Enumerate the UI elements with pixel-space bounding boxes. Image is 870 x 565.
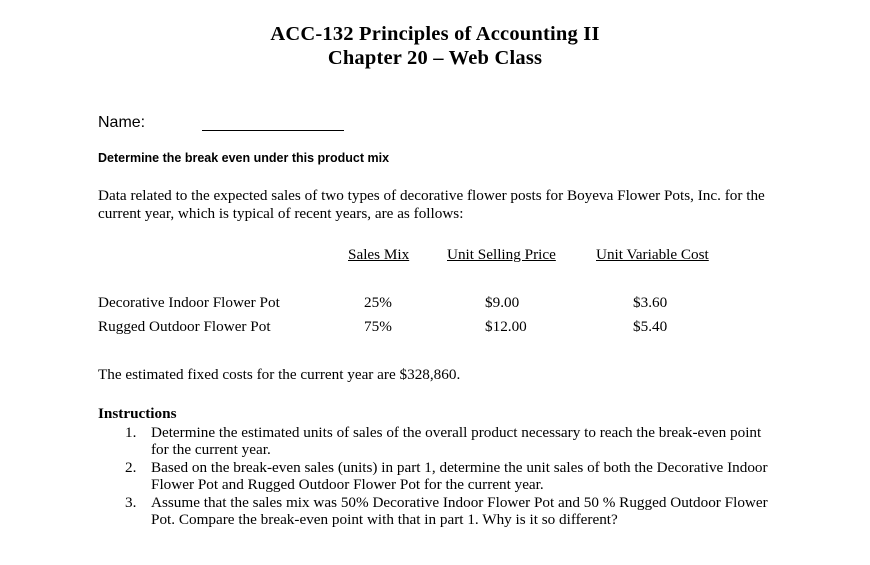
section-heading: Determine the break even under this product mix	[98, 151, 390, 165]
list-item-text: Based on the break-even sales (units) in part 1, determine the unit sales of both the Decorative Indoor Flower Pot and Rugged Outdoor Flower Pot for the current year.	[151, 458, 768, 494]
sales-mix-indoor: 25%	[364, 294, 392, 311]
column-header-unit-variable-cost: Unit Variable Cost	[596, 246, 709, 263]
list-item	[98, 459, 778, 494]
list-item-number: 2.	[125, 458, 137, 476]
product-name-indoor: Decorative Indoor Flower Pot	[98, 294, 280, 311]
intro-paragraph: Data related to the expected sales of two types of decorative flower posts for Boyeva Flower Pots, Inc. for the current year, which is typical of recent years, are as follows:	[98, 187, 765, 222]
sales-mix-outdoor: 75%	[364, 318, 392, 335]
list-item-number: 1.	[125, 424, 137, 441]
fixed-costs-statement: The estimated fixed costs for the current year are $328,860.	[98, 366, 461, 383]
chapter-title: Chapter 20 – Web Class	[327, 47, 543, 69]
column-header-unit-selling-price: Unit Selling Price	[447, 246, 556, 263]
instructions-heading: Instructions	[98, 405, 177, 422]
name-label: Name:	[98, 114, 146, 131]
course-title: ACC-132 Principles of Accounting II	[270, 23, 600, 45]
instructions-list	[98, 424, 778, 528]
product-name-outdoor: Rugged Outdoor Flower Pot	[98, 318, 271, 335]
unit-variable-cost-outdoor: $5.40	[633, 318, 668, 335]
list-item	[98, 494, 778, 529]
list-item-text: Determine the estimated units of sales of the overall product necessary to reach the break-even point for the current year.	[151, 424, 762, 459]
unit-selling-price-indoor: $9.00	[485, 294, 520, 311]
name-blank-line	[202, 130, 344, 131]
list-item-text: Assume that the sales mix was 50% Decorative Indoor Flower Pot and 50 % Rugged Outdoor Flower Pot. Compare the break-even point with that in part 1. Why is it so different?	[151, 493, 768, 529]
list-item-number: 3.	[125, 493, 137, 511]
column-header-sales-mix: Sales Mix	[348, 246, 410, 263]
list-item	[98, 424, 778, 459]
unit-variable-cost-indoor: $3.60	[633, 294, 668, 311]
unit-selling-price-outdoor: $12.00	[485, 318, 527, 335]
